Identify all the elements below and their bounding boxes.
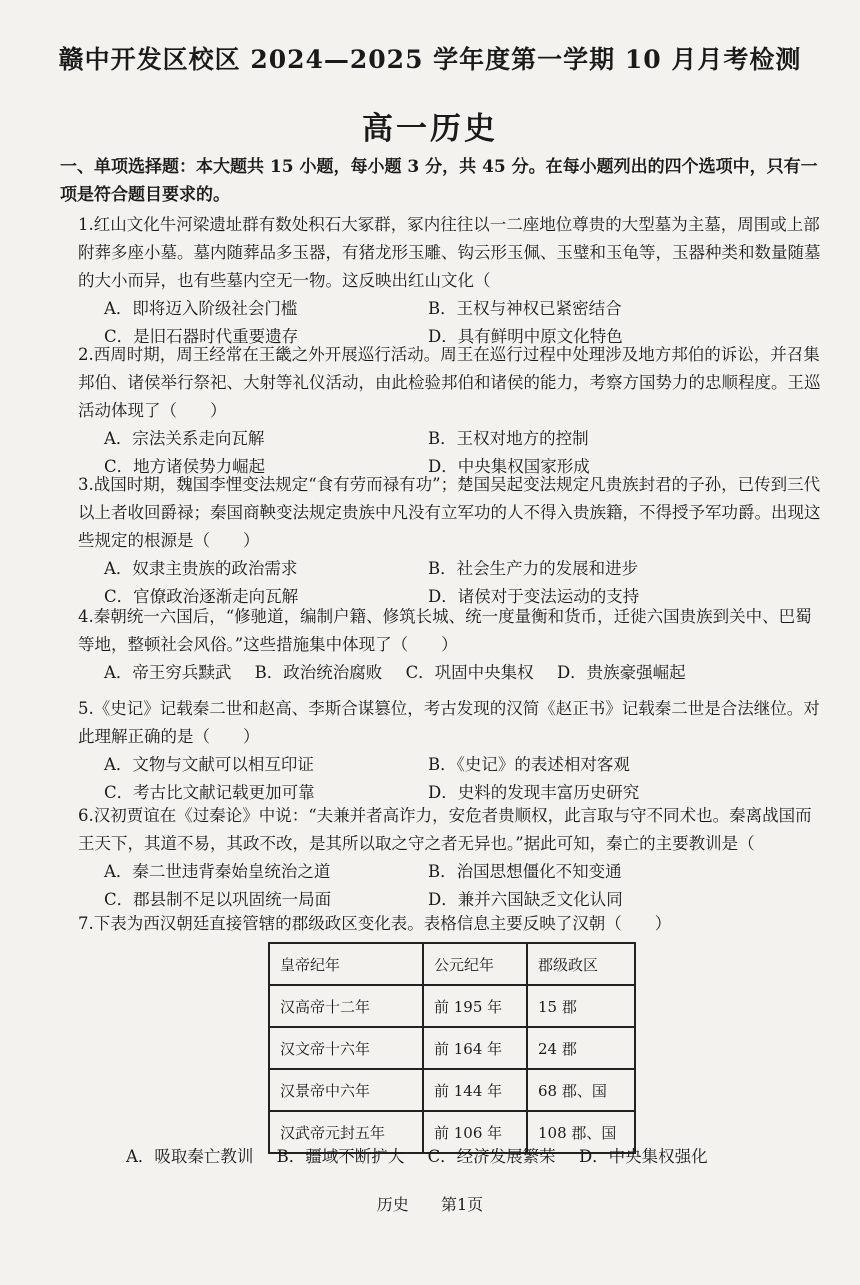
- table-cell: 汉武帝元封五年: [269, 1111, 423, 1153]
- question-number: 1.: [78, 215, 94, 234]
- option-c[interactable]: C．考古比文献记载更加可靠: [104, 783, 315, 802]
- table-cell: 汉景帝中六年: [269, 1069, 423, 1111]
- table-cell: 15 郡: [527, 985, 635, 1027]
- option-d[interactable]: D．中央集权国家形成: [428, 457, 590, 476]
- question-stem: 汉初贾谊在《过秦论》中说：“夫兼并者高诈力，安危者贵顺权，此言取与守不同术也。秦离战国而王天下，其道不易，其政不改，是其所以取之守之者无异也。”据此可知，秦亡的主要教训是（: [78, 806, 812, 853]
- question-stem: 《史记》记载秦二世和赵高、李斯合谋篡位，考古发现的汉简《赵正书》记载秦二世是合法继位。对此理解正确的是（ ）: [78, 699, 820, 746]
- table-row: [269, 1027, 635, 1069]
- footer-subject: 历史: [376, 1195, 409, 1214]
- question-number: 2.: [78, 345, 94, 364]
- option-c[interactable]: C．郡县制不足以巩固统一局面: [104, 890, 332, 909]
- question-stem: 秦朝统一六国后，“修驰道，编制户籍、修筑长城、统一度量衡和货币，迁徙六国贵族到关中、巴蜀等地，整顿社会风俗。”这些措施集中体现了（ ）: [78, 607, 812, 654]
- prefecture-change-table: [268, 942, 636, 1154]
- options-group: [78, 858, 828, 914]
- option-a[interactable]: A．文物与文献可以相互印证: [104, 755, 314, 774]
- option-b[interactable]: B．王权与神权已紧密结合: [428, 299, 622, 318]
- table-header-cell: 公元纪年: [423, 943, 527, 985]
- table-header-cell: 郡级政区: [527, 943, 635, 985]
- table-header-row: [269, 943, 635, 985]
- option-b[interactable]: B．治国思想僵化不知变通: [428, 862, 622, 881]
- option-d[interactable]: D．兼并六国缺乏文化认同: [428, 890, 623, 909]
- table-header-cell: 皇帝纪年: [269, 943, 423, 985]
- question-number: 4.: [78, 607, 94, 626]
- question-stem: 下表为西汉朝廷直接管辖的郡级政区变化表。表格信息主要反映了汉朝（ ）: [93, 914, 672, 933]
- option-b[interactable]: B．王权对地方的控制: [428, 429, 589, 448]
- options-group: [78, 751, 828, 807]
- table-row: [269, 1069, 635, 1111]
- page-footer: [0, 1192, 860, 1215]
- table-cell: 108 郡、国: [527, 1111, 635, 1153]
- question-4: [78, 603, 828, 687]
- option-c[interactable]: C．巩固中央集权: [405, 663, 534, 682]
- question-2: [78, 341, 828, 481]
- option-b[interactable]: B．《史记》的表述相对客观: [428, 755, 630, 774]
- options-group: [78, 659, 828, 687]
- question-7-options: [78, 1143, 828, 1171]
- question-stem: 西周时期，周王经常在王畿之外开展巡行活动。周王在巡行过程中处理涉及地方邦伯的诉讼，并召集邦伯、诸侯举行祭祀、大射等礼仪活动，由此检验邦伯和诸侯的能力，考察方国势力的忠顺程度。王巡活动体现了（ ）: [78, 345, 821, 420]
- question-stem: 红山文化牛河梁遗址群有数处积石大冢群，冢内往往以一二座地位尊贵的大型墓为主墓，周围或上部附葬多座小墓。墓内随葬品多玉器，有猪龙形玉雕、钩云形玉佩、玉璧和玉龟等，玉器种类和数量随墓的大小而异，也有些墓内空无一物。这反映出红山文化（: [78, 215, 821, 290]
- options-group: [78, 1143, 828, 1171]
- table-cell: 汉文帝十六年: [269, 1027, 423, 1069]
- table-row: [269, 985, 635, 1027]
- option-a[interactable]: A．宗法关系走向瓦解: [104, 429, 265, 448]
- option-a[interactable]: A．奴隶主贵族的政治需求: [104, 559, 298, 578]
- option-d[interactable]: D．具有鲜明中原文化特色: [428, 327, 623, 346]
- section-heading: 一、单项选择题：本大题共 15 小题，每小题 3 分，共 45 分。在每小题列出的四个选项中，只有一项是符合题目要求的。: [60, 157, 818, 205]
- option-d[interactable]: D．史料的发现丰富历史研究: [428, 783, 640, 802]
- option-d[interactable]: D．中央集权强化: [578, 1147, 708, 1166]
- option-a[interactable]: A．即将迈入阶级社会门槛: [104, 299, 298, 318]
- option-c[interactable]: C．经济发展繁荣: [427, 1147, 556, 1166]
- question-6: [78, 802, 828, 914]
- question-number: 6.: [78, 806, 94, 825]
- option-d[interactable]: D．贵族豪强崛起: [556, 663, 686, 682]
- table-cell: 前 144 年: [423, 1069, 527, 1111]
- table-cell: 68 郡、国: [527, 1069, 635, 1111]
- subject-title: 高一历史: [362, 111, 498, 147]
- question-number: 3.: [78, 475, 94, 494]
- option-a[interactable]: A．秦二世违背秦始皇统治之道: [104, 862, 331, 881]
- table-cell: 前 106 年: [423, 1111, 527, 1153]
- option-a[interactable]: A．吸取秦亡教训: [126, 1147, 254, 1166]
- exam-title: 赣中开发区校区 2024—2025 学年度第一学期 10 月月考检测: [58, 45, 802, 74]
- option-b[interactable]: B．疆域不断扩大: [276, 1147, 405, 1166]
- option-d[interactable]: D．诸侯对于变法运动的支持: [428, 587, 640, 606]
- table-cell: 汉高帝十二年: [269, 985, 423, 1027]
- table-cell: 24 郡: [527, 1027, 635, 1069]
- question-number: 5.: [78, 699, 94, 718]
- option-b[interactable]: B．社会生产力的发展和进步: [428, 559, 639, 578]
- table-cell: 前 195 年: [423, 985, 527, 1027]
- question-number: 7.: [78, 914, 94, 933]
- table-cell: 前 164 年: [423, 1027, 527, 1069]
- question-7: [78, 910, 828, 938]
- option-c[interactable]: C．是旧石器时代重要遗存: [104, 327, 299, 346]
- option-c[interactable]: C．官僚政治逐渐走向瓦解: [104, 587, 299, 606]
- question-1: [78, 211, 828, 351]
- question-stem: 战国时期，魏国李悝变法规定“食有劳而禄有功”；楚国吴起变法规定凡贵族封君的子孙，已传到三代以上者收回爵禄；秦国商鞅变法规定贵族中凡没有立军功的人不得入贵族籍，不得授予军功爵。出现这些规定的根源是（ ）: [78, 475, 821, 550]
- question-3: [78, 471, 828, 611]
- option-b[interactable]: B．政治统治腐败: [254, 663, 383, 682]
- option-c[interactable]: C．地方诸侯势力崛起: [104, 457, 266, 476]
- footer-page-number: 第1页: [441, 1195, 484, 1214]
- question-5: [78, 695, 828, 807]
- option-a[interactable]: A．帝王穷兵黩武: [104, 663, 232, 682]
